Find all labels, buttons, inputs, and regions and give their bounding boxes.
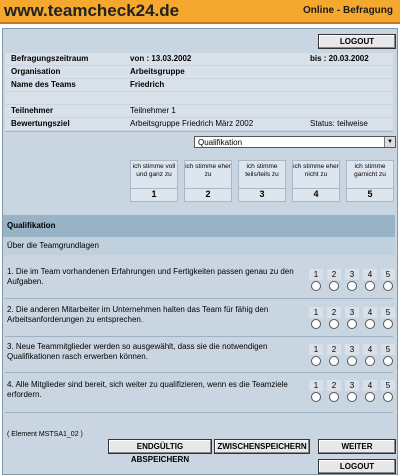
option-number: 5 [381, 344, 395, 355]
participant-value: Teilnehmer 1 [130, 106, 176, 115]
section-subheading: Über die Teamgrundlagen [3, 237, 395, 255]
goal-label: Bewertungsziel [11, 119, 70, 128]
info-row-period [5, 53, 393, 65]
option-number: 4 [363, 380, 377, 391]
category-select[interactable] [194, 136, 396, 148]
goal-status: Status: teilweise [310, 119, 368, 128]
organisation-label: Organisation [11, 67, 61, 76]
scale-number: 2 [185, 188, 231, 200]
q2-radio-5[interactable] [383, 319, 393, 329]
q4-radio-2[interactable] [329, 392, 339, 402]
scale-number: 3 [239, 188, 285, 200]
option-number: 2 [327, 307, 341, 318]
question-2-options [309, 307, 395, 331]
top-banner [0, 0, 400, 24]
option-number: 1 [309, 380, 323, 391]
q1-radio-2[interactable] [329, 281, 339, 291]
q1-radio-3[interactable] [347, 281, 357, 291]
option-number: 3 [345, 307, 359, 318]
info-row-goal [5, 118, 393, 130]
question-3-options [309, 344, 395, 368]
q2-radio-3[interactable] [347, 319, 357, 329]
scale-text: ich stimme voll und ganz zu [132, 163, 176, 178]
q4-radio-4[interactable] [365, 392, 375, 402]
participant-label: Teilnehmer [11, 106, 54, 115]
q3-radio-2[interactable] [329, 356, 339, 366]
question-1: 1. Die im Team vorhandenen Erfahrungen und Fertigkeiten passen genau zu den Aufgaben. [7, 267, 294, 286]
option-number: 2 [327, 380, 341, 391]
info-row-team [5, 79, 393, 91]
scale-option-2 [184, 160, 232, 202]
q1-radio-1[interactable] [311, 281, 321, 291]
q4-radio-5[interactable] [383, 392, 393, 402]
option-number: 3 [345, 269, 359, 280]
team-value: Friedrich [130, 80, 165, 89]
q3-radio-4[interactable] [365, 356, 375, 366]
option-number: 1 [309, 307, 323, 318]
site-title: www.teamcheck24.de [4, 1, 180, 20]
final-save-button[interactable]: ENDGÜLTIG ABSPEICHERN [108, 439, 212, 454]
option-number: 5 [381, 307, 395, 318]
option-number: 3 [345, 344, 359, 355]
period-to: bis : 20.03.2002 [310, 54, 369, 63]
section-heading: Qualifikation [3, 215, 395, 237]
q4-radio-1[interactable] [311, 392, 321, 402]
goal-value: Arbeitsgruppe Friedrich März 2002 [130, 119, 254, 128]
q3-radio-5[interactable] [383, 356, 393, 366]
info-divider [5, 131, 393, 132]
scale-option-3 [238, 160, 286, 202]
organisation-value: Arbeitsgruppe [130, 67, 185, 76]
option-number: 4 [363, 269, 377, 280]
q3-radio-3[interactable] [347, 356, 357, 366]
scale-option-1 [130, 160, 178, 202]
question-3: 3. Neue Teammitglieder werden so ausgewählt, dass sie die notwendigen Qualifikationen rasch erwerben können. [7, 342, 268, 361]
q2-radio-1[interactable] [311, 319, 321, 329]
option-number: 5 [381, 269, 395, 280]
option-number: 4 [363, 307, 377, 318]
chevron-down-icon[interactable]: ▼ [384, 137, 395, 147]
logout-button-bottom[interactable]: LOGOUT [318, 459, 396, 474]
option-number: 5 [381, 380, 395, 391]
option-number: 2 [327, 344, 341, 355]
survey-status-label: Online - Befragung [303, 5, 393, 16]
scale-option-5 [346, 160, 394, 202]
q1-radio-4[interactable] [365, 281, 375, 291]
element-id-label: ( Element MSTSA1_02 ) [7, 431, 83, 438]
row-divider [5, 336, 393, 337]
category-select-value: Qualifikation [198, 138, 243, 147]
question-1-options [309, 269, 395, 293]
q4-radio-3[interactable] [347, 392, 357, 402]
row-divider [5, 372, 393, 373]
scale-number: 5 [347, 188, 393, 200]
q2-radio-2[interactable] [329, 319, 339, 329]
option-number: 4 [363, 344, 377, 355]
next-button[interactable]: WEITER [318, 439, 396, 454]
team-label: Name des Teams [11, 80, 76, 89]
scale-text: ich stimme eher zu [185, 163, 231, 178]
scale-number: 1 [131, 188, 177, 200]
option-number: 1 [309, 344, 323, 355]
period-from: von : 13.03.2002 [130, 54, 192, 63]
option-number: 1 [309, 269, 323, 280]
info-row-blank [5, 92, 393, 104]
info-row-organisation [5, 66, 393, 78]
q3-radio-1[interactable] [311, 356, 321, 366]
scale-number: 4 [293, 188, 339, 200]
question-4-options [309, 380, 395, 404]
scale-text: ich stimme teils/teils zu [245, 163, 279, 178]
q2-radio-4[interactable] [365, 319, 375, 329]
period-label: Befragungszeitraum [11, 54, 89, 63]
q1-radio-5[interactable] [383, 281, 393, 291]
option-number: 3 [345, 380, 359, 391]
option-number: 2 [327, 269, 341, 280]
scale-text: ich stimme garnicht zu [354, 163, 386, 178]
row-divider [5, 298, 393, 299]
question-4: 4. Alle Mitglieder sind bereit, sich weiter zu qualifizieren, wenn es die Teamziele erfordern. [7, 380, 288, 399]
interim-save-button[interactable]: ZWISCHENSPEICHERN [214, 439, 310, 454]
logout-button-top[interactable]: LOGOUT [318, 34, 396, 49]
row-divider [5, 412, 393, 413]
scale-option-4 [292, 160, 340, 202]
question-2: 2. Die anderen Mitarbeiter im Unternehmen halten das Team für fähig den Arbeitsanforderungen zu entsprechen. [7, 305, 269, 324]
info-row-participant [5, 105, 393, 117]
scale-text: ich stimme eher nicht zu [293, 163, 339, 178]
